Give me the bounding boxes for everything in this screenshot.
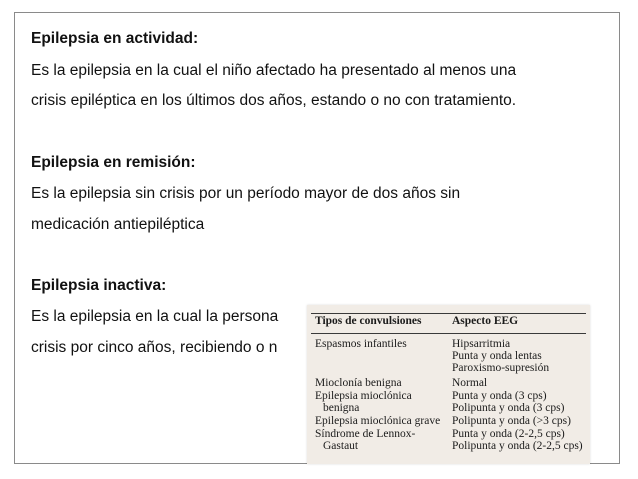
body-line: Es la epilepsia sin crisis por un período mayor de dos años sin xyxy=(31,185,461,202)
body-line: crisis por cinco años, recibiendo o n xyxy=(31,339,278,356)
heading-epilepsia-inactiva: Epilepsia inactiva: xyxy=(31,277,167,294)
body-line: Es la epilepsia en la cual el niño afectado ha presentado al menos una xyxy=(31,62,517,79)
heading-epilepsia-remision: Epilepsia en remisión: xyxy=(31,154,196,171)
table-cell-type: Epilepsia mioclónica xyxy=(315,390,412,402)
heading-epilepsia-actividad: Epilepsia en actividad: xyxy=(31,30,199,47)
table-cell-eeg: Paroxismo-supresión xyxy=(452,362,550,374)
column-header-tipos: Tipos de convulsiones xyxy=(315,315,422,327)
table-cell-eeg: Punta y onda lentas xyxy=(452,350,542,362)
table-cell-eeg: Punta y onda (3 cps) xyxy=(452,390,547,402)
table-cell-eeg: Hipsarritmia xyxy=(452,338,511,350)
table-rule-header xyxy=(311,333,586,334)
table-cell-eeg: Polipunta y onda (>3 cps) xyxy=(452,415,571,427)
table-cell-type: Gastaut xyxy=(323,440,359,452)
table-cell-eeg: Normal xyxy=(452,377,488,389)
table-cell-eeg: Polipunta y onda (2-2,5 cps) xyxy=(452,440,583,452)
table-cell-type: Espasmos infantiles xyxy=(315,338,407,350)
body-line: crisis epiléptica en los últimos dos años, estando o no con tratamiento. xyxy=(31,92,517,109)
table-cell-type: Epilepsia mioclónica grave xyxy=(315,415,441,427)
column-header-eeg: Aspecto EEG xyxy=(452,315,519,327)
table-cell-type: Síndrome de Lennox- xyxy=(315,428,416,440)
table-header xyxy=(307,313,590,330)
table-cell-type: Mioclonía benigna xyxy=(315,377,402,389)
body-line: medicación antiepiléptica xyxy=(31,216,205,233)
eeg-table-image xyxy=(307,305,590,464)
table-cell-eeg: Polipunta y onda (3 cps) xyxy=(452,402,565,414)
table-cell-type: benigna xyxy=(323,402,360,414)
table-cell-eeg: Punta y onda (2-2,5 cps) xyxy=(452,428,565,440)
body-line: Es la epilepsia en la cual la persona xyxy=(31,308,279,325)
